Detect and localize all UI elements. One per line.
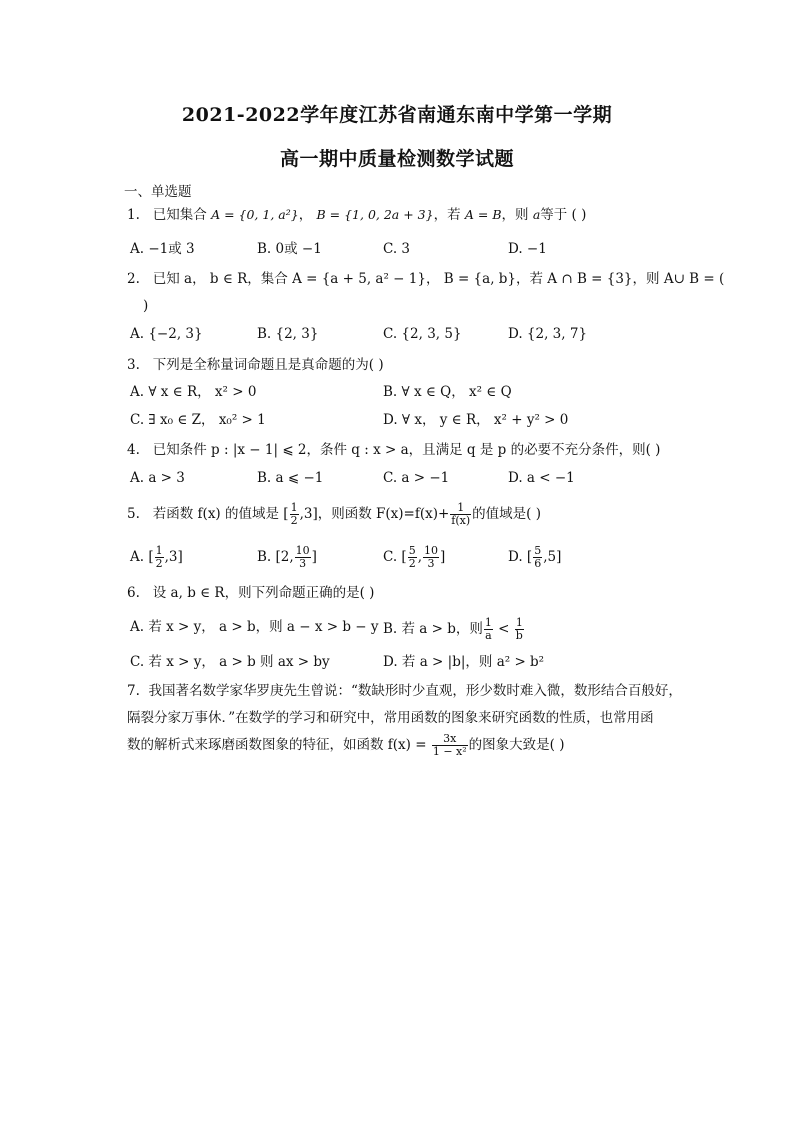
q1-option-a: A. −1或 3 — [130, 241, 195, 257]
question-number: 5. — [127, 506, 140, 522]
question-number: 7. — [127, 683, 140, 699]
question-number: 4. — [127, 442, 140, 458]
q2-option-c: C. {2, 3, 5} — [383, 326, 462, 342]
question-4 — [127, 440, 660, 460]
question-text: 下列是全称量词命题且是真命题的为( ) — [152, 357, 384, 373]
q2-text-continued: ) — [143, 298, 149, 314]
q6-option-d: D. 若 a > |b|，则 a² > b² — [383, 654, 545, 670]
fraction: $\frac{3x}{\text{1 − x²}}$ — [432, 732, 467, 758]
question-6 — [127, 583, 374, 603]
question-number: 3. — [127, 357, 140, 373]
q2-option-d: D. {2, 3, 7} — [508, 326, 588, 342]
q3-option-b: B. ∀ x ∈ Q， x² ∈ Q — [383, 384, 512, 400]
question-2 — [127, 269, 724, 289]
q5-option-a: A. [ $\frac{1}{2}$ ,3] — [130, 544, 183, 570]
q5-option-c: C. [ $\frac{5}{2}$ , $\frac{10}{3}$ ] — [383, 544, 446, 570]
question-text: 已知 a， b ∈ R，集合 A = {a + 5, a² − 1}， B = {a, b}，若 A ∩ B = {3}，则 A∪ B = ( — [152, 271, 725, 287]
q1-option-b: B. 0或 −1 — [257, 241, 322, 257]
q3-option-d: D. ∀ x， y ∈ R， x² + y² > 0 — [383, 412, 569, 428]
q5-option-d: D. [ $\frac{5}{6}$ ,5] — [508, 544, 562, 570]
set-b-expression: B = {1, 0, 2a + 3} — [316, 207, 434, 222]
question-number: 2. — [127, 271, 140, 287]
q4-option-d: D. a < −1 — [508, 470, 575, 486]
q6-option-b: B. 若 a > b，则 $\frac{1}{a}$ < $\frac{1}{b}$ — [383, 616, 523, 642]
q1-option-c: C. 3 — [383, 241, 411, 257]
q3-option-a: A. ∀ x ∈ R， x² > 0 — [130, 384, 257, 400]
question-7: 7. 我国著名数学家华罗庚先生曾说：“数缺形时少直观，形少数时难入微，数形结合百般好， 隔裂分家万事休．”在数学的学习和研究中，常用函数的图象来研究函数的性质，也常用函 数的解析式来琢磨函数图象的特征，如函数 f(x) = $\frac{3x}{\text{1 − x²}}$ 的图象大致是( ) — [127, 683, 682, 758]
q5-option-b: B. [2, $\frac{10}{3}$ ] — [257, 544, 317, 570]
exam-title-line2: 高一期中质量检测数学试题 — [279, 148, 514, 170]
fraction: $\frac{1}{2}$ — [290, 501, 298, 527]
exam-title-line1: 2021-2022学年度江苏省南通东南中学第一学期 — [181, 104, 613, 126]
question-5: 5. 若函数 f(x) 的值域是 [ $\frac{1}{2}$ ,3]，则函数 F(x)=f(x)+ $\frac{1}{f(x)}$ 的值域是( ) — [127, 501, 541, 527]
question-3 — [127, 355, 384, 375]
question-1: 1. 已知集合 A = {0, 1, a²}， B = {1, 0, 2a + 3}，若 A = B，则 a等于 ( ) — [127, 207, 587, 223]
question-number: 1. — [127, 207, 140, 223]
question-text: 已知条件 p : |x − 1| ⩽ 2，条件 q : x > a，且满足 q 是 p 的必要不充分条件，则( ) — [152, 442, 661, 458]
section-heading: 一、单选题 — [124, 184, 192, 200]
question-number: 6. — [127, 585, 140, 601]
q4-option-c: C. a > −1 — [383, 470, 450, 486]
q4-option-a: A. a > 3 — [130, 470, 185, 486]
q4-option-b: B. a ⩽ −1 — [257, 470, 324, 486]
question-text: 设 a, b ∈ R，则下列命题正确的是( ) — [152, 585, 375, 601]
q3-option-c: C. ∃ x₀ ∈ Z， x₀² > 1 — [130, 412, 266, 428]
q2-option-b: B. {2, 3} — [257, 326, 319, 342]
q2-option-a: A. {−2, 3} — [130, 326, 203, 342]
set-a-expression: A = {0, 1, a²} — [211, 207, 299, 222]
fraction: $\frac{1}{f(x)}$ — [451, 501, 471, 527]
q6-option-c: C. 若 x > y， a > b 则 ax > by — [130, 654, 330, 670]
q6-option-a: A. 若 x > y， a > b，则 a − x > b − y — [130, 619, 379, 635]
q1-option-d: D. −1 — [508, 241, 547, 257]
